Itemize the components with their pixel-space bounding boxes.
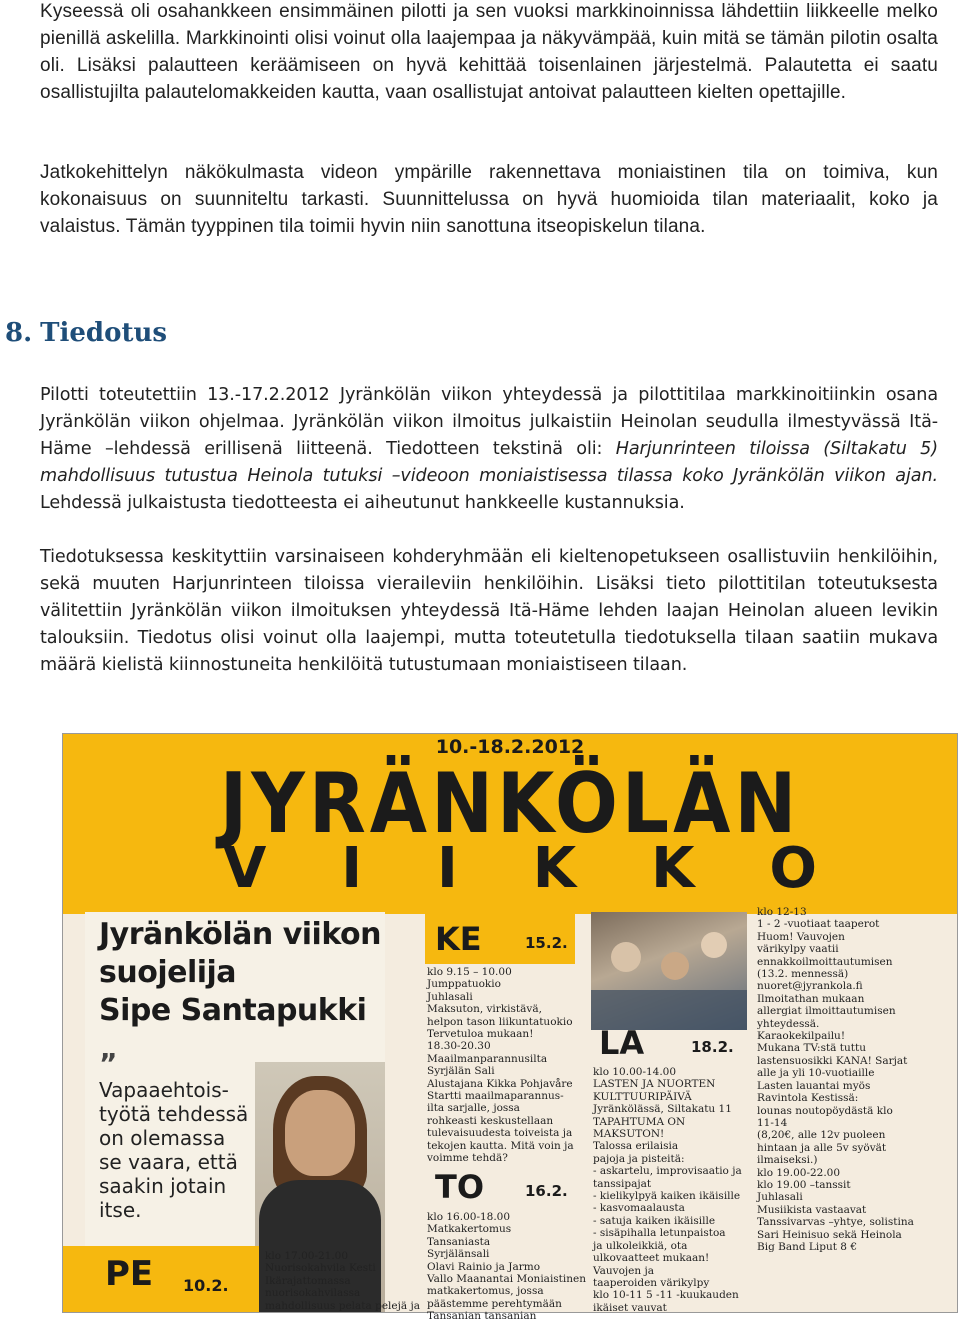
day-ke-date: 15.2. [525, 934, 568, 952]
brand-letter: O [769, 836, 817, 901]
poster-brand-title: JYRÄNKÖLÄN [219, 756, 801, 853]
day-la-date: 18.2. [691, 1038, 734, 1056]
paragraph-pilot-marketing: Kyseessä oli osahankkeen ensimmäinen pilotti ja sen vuoksi markkinoinnissa lähdettiin liikkeelle melko pienillä askelilla. Markkinointi olisi voinut olla laajempaa ja näkyvämpää, kuin mitä se tämän pilotin osalta oli. Lisäksi palautteen keräämiseen on hyvä kehittää toisenlainen järjestelmä. Palautetta ei saatu osallistujilta palautelomakkeiden kautta, vaan osallistujat antoivat palautteen kielten opettajille. [40, 1, 938, 103]
section-title: Tiedotus [40, 318, 167, 348]
photo-face [285, 1090, 355, 1176]
announcement-text-start: Pilotti toteutettiin 13.-17.2.2012 Jyränkölän viikon yhteydessä ja pilottitilaa markkinoitiinkin osana Jyränkölän viikon ohjelmaa. Jyränkölän viikon ilmoitus julkaistiin Heinolan seudulla ilmestyvässä Itä-Häme –lehdessä erillisenä liitteenä. Tiedotteen tekstinä oli: [40, 385, 938, 459]
to-program: klo 16.00-18.00 Matkakertomus Tansaniasta Syrjälänsali Olavi Rainio ja Jarmo Vallo Maanantai Moniaistinen matkakertomus, jossa päästemme perehtymään Tansanian tansanian [427, 1211, 587, 1323]
day-to-date: 16.2. [525, 1182, 568, 1200]
la-program: klo 10.00-14.00 LASTEN JA NUORTEN KULTTUURIPÄIVÄ Jyränkölässä, Siltakatu 11 TAPAHTUMA ON MAKSUTON! Talossa erilaisia pajoja ja pisteitä: - askartelu, improvisaatio ja tanssipajat - kielikylpyä kaiken ikäisille - kasvomaalausta - satuja kaiken ikäisille - sisäpihalla letunpaistoa ja ulkoleikkiä, ota ulkovaatteet mukaan! Vauvojen ja taaperoiden värikylpy klo 10-11 5 -11 -kuukauden ikäiset vauvat [593, 1066, 742, 1314]
guardian-title: Jyränkölän viikon suojelija Sipe Santapukki [99, 917, 381, 1028]
day-pe-label: PE [105, 1254, 154, 1294]
photo-person [611, 942, 641, 972]
brand-letter: I [341, 836, 363, 901]
day-pe-box [63, 1246, 259, 1312]
event-poster [62, 733, 958, 1323]
brand-letter: V [223, 836, 267, 901]
paragraph-pilot-announcement [40, 382, 938, 517]
brand-letter: K [532, 836, 577, 901]
ke-program: klo 9.15 – 10.00 Jumppatuokio Juhlasali Maksuton, virkistävä, helpon tason liikuntatuokio Tervetuloa mukaan! 18.30-20.30 Maailmanparannusilta Syrjälän Sali Alustajana Kikka Pohjavåre Startti maailmaparannus- ilta sarjalle, jossa rohkeasti keskustellaan tulevaisuudesta toiveista ja tekojen kautta. Mitä voin ja voimme tehdä? [427, 966, 574, 1165]
day-ke-label: KE [435, 920, 482, 958]
day-to-label: TO [435, 1168, 485, 1206]
brand-letter: K [651, 836, 695, 901]
announcement-text-end: Lehdessä julkaistusta tiedotteesta ei aiheutunut hankkeelle kustannuksia. [40, 493, 685, 513]
announcement-quote: Harjunrinteen tiloissa (Siltakatu 5) mahdollisuus tutustua Heinola tutuksi –videoon moniaistisessa tilassa koko Jyränkölän viikon ajan. [40, 439, 938, 486]
photo-person [661, 952, 689, 980]
poster-header [63, 734, 957, 914]
quote-mark: ” [99, 1047, 118, 1080]
section-number: 8. [5, 318, 33, 348]
section-heading [5, 318, 167, 348]
event-photo [591, 912, 747, 1030]
paragraph-further-development: Jatkokehittelyn näkökulmasta videon ympärille rakennettava moniaistinen tila on toimiva, kun kokonaisuus on suunniteltu tarkasti. Suunnittelussa on hyvä huomioida tilan materiaalit, koko ja valaistus. Tämän tyyppinen tila toimii hyvin niin sanottuna itseopiskelun tilana. [40, 162, 938, 237]
paragraph-target-groups: Tiedotuksessa keskityttiin varsinaiseen kohderyhmään eli kieltenopetukseen osallistuviin henkilöihin, sekä muuten Harjunrinteen tiloissa vieraileviin henkilöihin. Lisäksi tieto pilottitilan toteutuksesta välitettiin Jyränkölän viikon ilmoituksen yhteydessä Itä-Häme lehden laajan Heinolan alueen levikin talouksiin. Tiedotus olisi voinut olla laajempi, mutta toteutetulla tiedotuksella tilaan saatiin mukava määrä kielistä kiinnostuneita henkilöitä tutustumaan moniaistiseen tilaan. [40, 547, 938, 675]
poster-dates: 10.-18.2.2012 [435, 736, 585, 758]
day-la-label: LA [599, 1024, 645, 1062]
pe-program: klo 17.00-21.00 Nuorisokahvila Kesti Ikärajattomassa nuorisokahvilassa mahdollisuus pelata pelejä ja [265, 1250, 420, 1312]
poster-brand-subtitle [223, 836, 817, 901]
guardian-quote [99, 1047, 249, 1222]
brand-letter: I [437, 836, 458, 901]
quote-text: Vapaaehtois- työtä tehdessä on olemassa se vaara, että saakin jotain itse. [99, 1078, 249, 1222]
photo-person [701, 932, 727, 958]
day-pe-date: 10.2. [183, 1276, 229, 1295]
right-program: klo 12-13 1 - 2 -vuotiaat taaperot Huom! Vauvojen värikylpy vaatii ennakkoilmoittautumisen (13.2. mennessä) nuoret@jyrankola.fi Ilmoitathan mukaan allergiat ilmoittautumisen yhteydessä. Karaokekilpailu! Mukana TV:stä tuttu lastensuosikki KANA! Sarjat alle ja yli 10-vuotiaille Lasten lauantai myös Ravintola Kestissä: lounas noutopöydästä klo 11-14 (8,20€, alle 12v puoleen hintaan ja alle 5v syövät ilmaiseksi.) klo 19.00-22.00 klo 19.00 –tanssit Juhlasali Musiikista vastaavat Tanssivarvas –yhtye, solistina Sari Heinisuo sekä Heinola Big Band Liput 8 € [757, 906, 914, 1253]
